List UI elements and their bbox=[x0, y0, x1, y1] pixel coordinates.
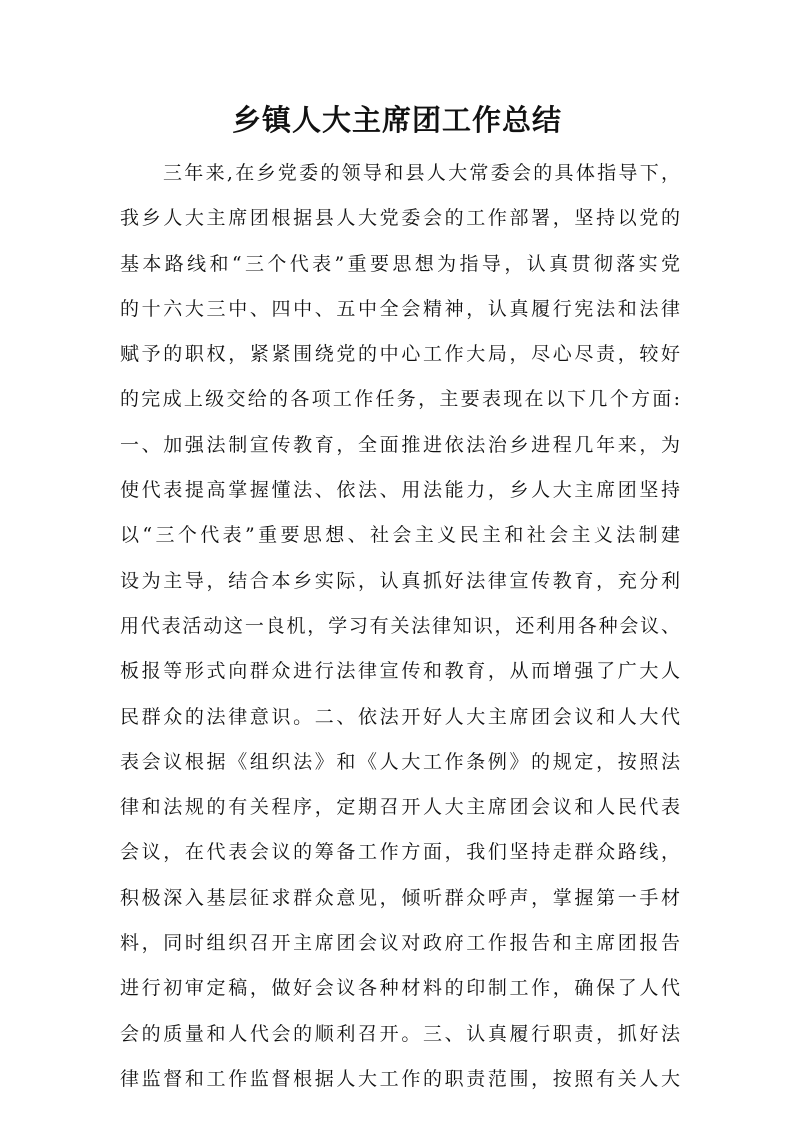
body-line: 料，同时组织召开主席团会议对政府工作报告和主席团报告 bbox=[120, 932, 680, 955]
body-line: 积极深入基层征求群众意见，倾听群众呼声，掌握第一手材 bbox=[120, 886, 680, 909]
body-line: 我乡人大主席团根据县人大党委会的工作部署，坚持以党的 bbox=[120, 207, 680, 230]
body-line: 进行初审定稿，做好会议各种材料的印制工作，确保了人代 bbox=[120, 977, 680, 1000]
body-line: 律和法规的有关程序，定期召开人大主席团会议和人民代表 bbox=[120, 796, 680, 819]
body-line: 会议，在代表会议的筹备工作方面，我们坚持走群众路线， bbox=[120, 841, 680, 864]
body-line: 的十六大三中、四中、五中全会精神，认真履行宪法和法律 bbox=[120, 297, 680, 320]
body-line: 使代表提高掌握懂法、依法、用法能力，乡人大主席团坚持 bbox=[120, 479, 680, 502]
body-line: 板报等形式向群众进行法律宣传和教育，从而增强了广大人 bbox=[120, 660, 680, 683]
body-line: 赋予的职权，紧紧围绕党的中心工作大局，尽心尽责，较好 bbox=[120, 343, 680, 366]
body-line: 以“三个代表”重要思想、社会主义民主和社会主义法制建 bbox=[120, 524, 680, 547]
body-line: 基本路线和“三个代表”重要思想为指导，认真贯彻落实党 bbox=[120, 252, 680, 275]
body-line: 表会议根据《组织法》和《人大工作条例》的规定，按照法 bbox=[120, 750, 680, 773]
body-line: 用代表活动这一良机，学习有关法律知识，还利用各种会议、 bbox=[120, 614, 680, 637]
body-line: 律监督和工作监督根据人大工作的职责范围，按照有关人大 bbox=[120, 1067, 680, 1090]
document-body bbox=[120, 151, 680, 1102]
body-line: 民群众的法律意识。二、依法开好人大主席团会议和人大代 bbox=[120, 705, 680, 728]
document-title: 乡镇人大主席团工作总结 bbox=[231, 103, 562, 137]
body-line: 一、加强法制宣传教育，全面推进依法治乡进程几年来，为 bbox=[120, 433, 680, 456]
body-line: 三年来,在乡党委的领导和县人大常委会的具体指导下， bbox=[163, 162, 680, 184]
body-line: 会的质量和人代会的顺利召开。三、认真履行职责，抓好法 bbox=[120, 1022, 680, 1045]
body-line: 设为主导，结合本乡实际，认真抓好法律宣传教育，充分利 bbox=[120, 569, 680, 592]
body-line: 的完成上级交给的各项工作任务，主要表现在以下几个方面: bbox=[120, 388, 680, 411]
